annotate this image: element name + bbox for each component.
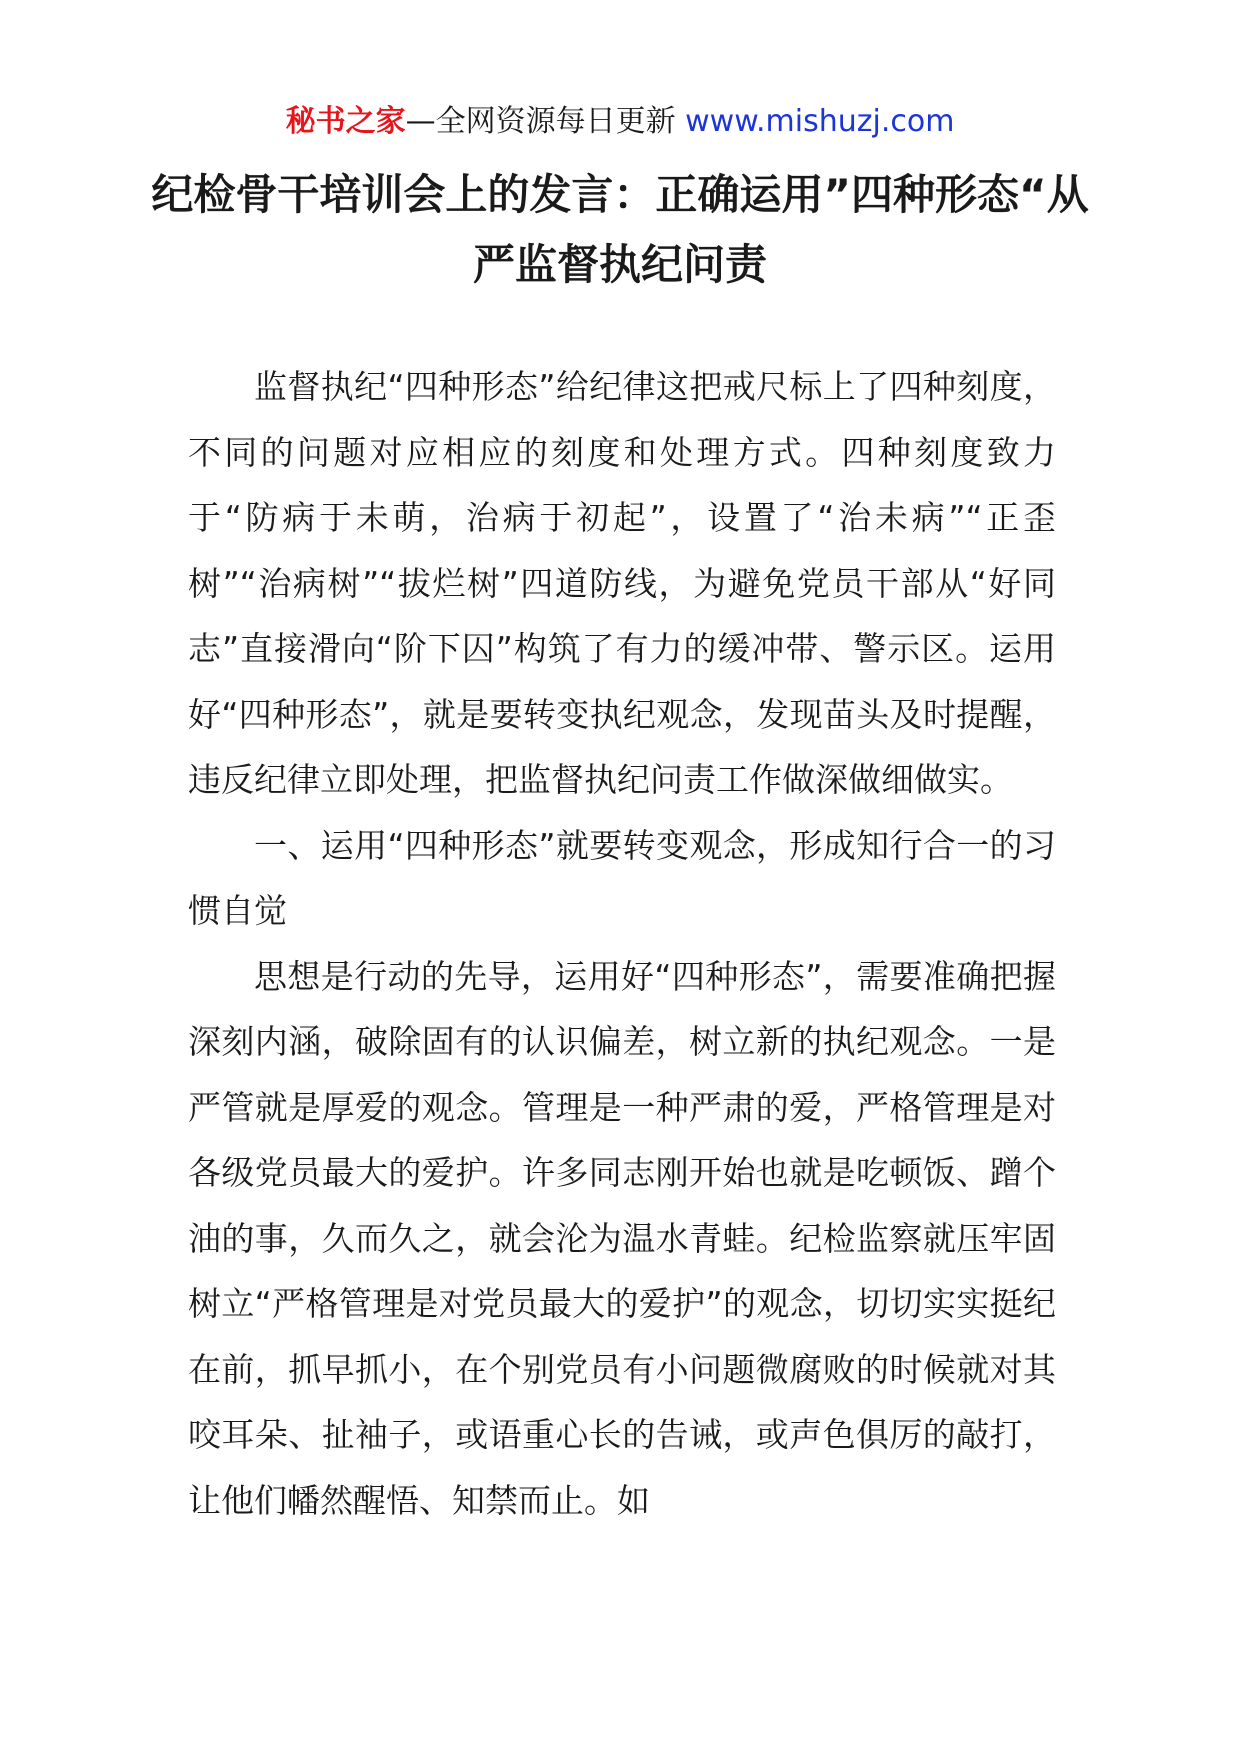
site-header	[0, 100, 1240, 144]
brand-name: 秘书之家	[285, 104, 406, 139]
section-heading-1: 一、运用“四种形态”就要转变观念，形成知行合一的习惯自觉	[188, 825, 1056, 930]
header-tagline: —全网资源每日更新	[405, 104, 676, 139]
paragraph-intro: 监督执纪“四种形态”给纪律这把戒尺标上了四种刻度，不同的问题对应相应的刻度和处理方式。四种刻度致力于“防病于未萌，治病于初起”，设置了“治未病”“正歪树”“治病树”“拔烂树”四道防线，为避免党员干部从“好同志”直接滑向“阶下囚”构筑了有力的缓冲带、警示区。运用好“四种形态”，就是要转变执纪观念，发现苗头及时提醒，违反纪律立即处理，把监督执纪问责工作做深做细做实。	[188, 367, 1056, 799]
document-body	[188, 354, 1056, 1533]
paragraph-section-1: 思想是行动的先导，运用好“四种形态”，需要准确把握深刻内涵，破除固有的认识偏差，树立新的执纪观念。一是严管就是厚爱的观念。管理是一种严肃的爱，严格管理是对各级党员最大的爱护。许多同志刚开始也就是吃顿饭、蹭个油的事，久而久之，就会沦为温水青蛙。纪检监察就压牢固树立“严格管理是对党员最大的爱护”的观念，切切实实挺纪在前，抓早抓小，在个别党员有小问题微腐败的时候就对其咬耳朵、扯袖子，或语重心长的告诫，或声色俱厉的敲打，让他们幡然醒悟、知禁而止。如	[188, 956, 1056, 1520]
document-title: 纪检骨干培训会上的发言：正确运用”四种形态“从严监督执纪问责	[151, 170, 1089, 289]
site-url-link[interactable]: www.mishuzj.com	[685, 104, 955, 139]
